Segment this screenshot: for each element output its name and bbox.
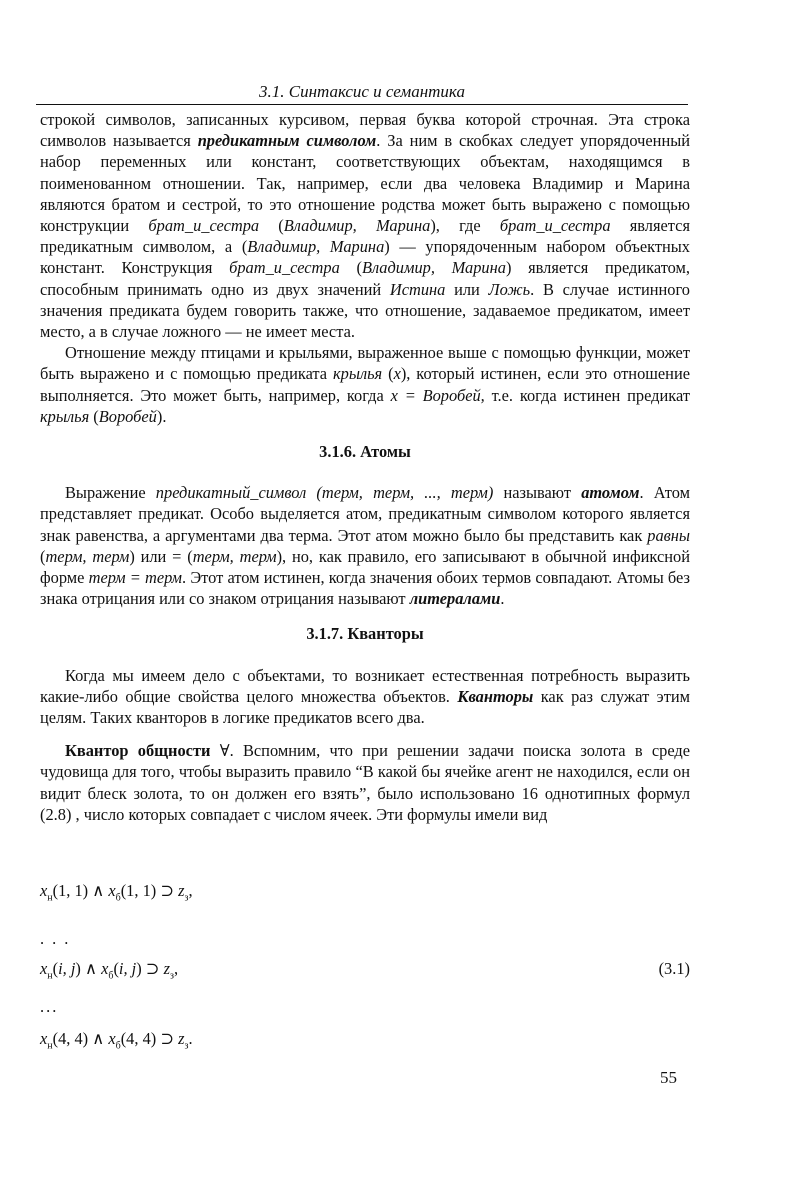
text: ).	[156, 406, 167, 426]
var: x	[101, 959, 109, 978]
italic-text: x	[393, 364, 401, 384]
italic-text: брат_и_сестра	[148, 216, 260, 236]
subscript: н	[47, 970, 53, 982]
text: т.е. когда истинен предикат	[484, 385, 690, 405]
italic-text: Воробей	[98, 406, 157, 426]
var: z	[178, 881, 185, 900]
term-universal-quantifier: Квантор общности	[65, 741, 211, 761]
subscript: н	[47, 1040, 53, 1052]
text: ) ∧	[75, 959, 102, 978]
italic-text: терм, терм	[192, 546, 277, 566]
formula-ellipsis-2: ...	[40, 997, 59, 1016]
italic-text: крылья	[40, 406, 90, 426]
text: или	[445, 279, 489, 299]
italic-text: брат_и_сестра	[499, 216, 611, 236]
text: . За ним в скобках следует упорядоченный набор переменных или констант, соответствующих объектам, находящимся в поименованном отношении. Так, например, если два человека Владимир и Марина являются братом и сестрой, то это отношение родства может быть выражено с помощью конструкции	[40, 131, 691, 236]
italic-text: предикатный_символ (терм, терм, ..., терм)	[155, 483, 494, 503]
paragraph-universal-quantifier	[40, 740, 690, 825]
text: ,	[188, 881, 193, 900]
text: . Этот атом истинен, когда значения обоих термов совпадают. Атомы без знака отрицания или со знаком отрицания называют	[40, 568, 690, 609]
text: ) или = (	[129, 546, 193, 566]
term-literals: литералами	[409, 589, 501, 609]
page-number: 55	[660, 1068, 677, 1087]
text: ) — упорядоченным набором объектных констант. Конструкция	[40, 237, 690, 278]
italic-text: крылья	[332, 364, 383, 384]
italic-text: терм = терм	[88, 568, 183, 588]
text: (	[382, 364, 394, 384]
formula-row-last	[40, 1028, 193, 1057]
subscript: б	[115, 892, 121, 904]
text: ) является предикатом, способным принимать одно из двух значений	[40, 258, 691, 299]
var: x	[40, 959, 48, 978]
paragraph-predicate-symbol	[40, 109, 690, 342]
text: (4, 4) ∧	[52, 1029, 109, 1048]
body-text	[40, 109, 690, 825]
subscript: н	[47, 892, 53, 904]
formula-row-1	[40, 880, 193, 909]
italic-text: Владимир, Марина	[361, 258, 506, 278]
italic-text: x = Воробей,	[390, 385, 485, 405]
var: z	[163, 959, 171, 978]
italic-text: Владимир, Марина	[283, 216, 431, 236]
var: x	[108, 1029, 116, 1048]
text: (	[89, 406, 99, 426]
italic-text: терм, терм	[45, 546, 130, 566]
text: (	[339, 258, 362, 278]
paragraph-quantifiers	[40, 665, 690, 729]
var: z	[178, 1029, 185, 1048]
italic-text: брат_и_сестра	[229, 258, 340, 278]
text: .	[500, 589, 505, 609]
subscript: б	[108, 970, 114, 982]
italic-text: Истина	[389, 279, 446, 299]
subscript: з	[184, 892, 189, 904]
section-heading-quantifiers: 3.1.7. Кванторы	[306, 624, 424, 644]
text: ), но, как правило, его записывают в обычной инфиксной форме	[40, 546, 690, 588]
italic-text: равны	[647, 525, 690, 545]
text: (1, 1) ⊃	[120, 881, 179, 900]
text: Когда мы имеем дело с объектами, то возникает естественная потребность выразить какие-либо общие свойства целого множества объектов.	[40, 665, 690, 706]
text: (1, 1) ∧	[52, 881, 109, 900]
running-head: 3.1. Синтаксис и семантика	[259, 82, 465, 101]
text: ,	[173, 959, 179, 978]
text: ), который истинен, если это отношение выполняется. Это может быть, например, когда	[40, 364, 690, 405]
var: x	[40, 881, 48, 900]
subscript: б	[115, 1040, 121, 1052]
var: x	[40, 1029, 48, 1048]
text: (	[113, 959, 119, 978]
text: называют	[493, 483, 582, 503]
var: i, j	[118, 959, 137, 978]
subscript: з	[184, 1040, 189, 1052]
term-quantifiers: Кванторы	[457, 686, 534, 706]
formula-ellipsis-1: ...	[40, 929, 77, 948]
var: i, j	[58, 959, 76, 978]
term-predicate-symbol: предикатным символом	[197, 131, 377, 151]
paragraph-wings-predicate	[40, 342, 690, 427]
term-atom: атомом	[581, 483, 640, 503]
italic-text: Ложь	[488, 279, 531, 299]
section-heading-atoms: 3.1.6. Атомы	[319, 442, 411, 462]
header-rule	[36, 104, 688, 105]
italic-text: Владимир, Марина	[247, 237, 385, 257]
paragraph-atoms	[40, 482, 690, 609]
text: Выражение	[65, 483, 156, 503]
text: (	[259, 216, 284, 236]
text: является предикатным символом, а (	[40, 216, 690, 257]
text: строкой символов, записанных курсивом, первая буква которой строчная. Эта строка символов называется	[40, 110, 690, 151]
equation-number: (3.1)	[658, 959, 690, 978]
text: (	[40, 546, 46, 566]
text: (	[52, 959, 59, 978]
text: как раз служат этим целям. Таких кванторов в логике предикатов всего два.	[40, 686, 691, 728]
text: ∀. Вспомним, что при решении задачи поиска золота в среде чудовища для того, чтобы выразить правило “В какой бы ячейке агент не находился, если он видит блеск золота, то он должен его взять”, было использовано 16 однотипных формул (2.8) , число которых совпадает с числом ячеек. Эти формулы имели вид	[40, 741, 690, 824]
text: Отношение между птицами и крыльями, выраженное выше с помощью функции, может быть выражено и с помощью предиката	[40, 343, 690, 384]
subscript: з	[170, 970, 174, 982]
var: x	[108, 881, 116, 900]
text: (4, 4) ⊃	[120, 1029, 179, 1048]
text: .	[188, 1029, 193, 1048]
text: ) ⊃	[136, 959, 164, 978]
text: . Атом представляет предикат. Особо выделяется атом, предикатным символом которого является знак равенства, а аргументами два терма. Этот атом можно было бы представить как	[40, 483, 691, 545]
text: ), где	[430, 216, 500, 236]
formula-row-general	[40, 958, 178, 987]
text: . В случае истинного значения предиката будем говорить также, что отношение, задаваемое предикатом, имеет место, а в случае ложного — не имеет места.	[40, 279, 690, 342]
